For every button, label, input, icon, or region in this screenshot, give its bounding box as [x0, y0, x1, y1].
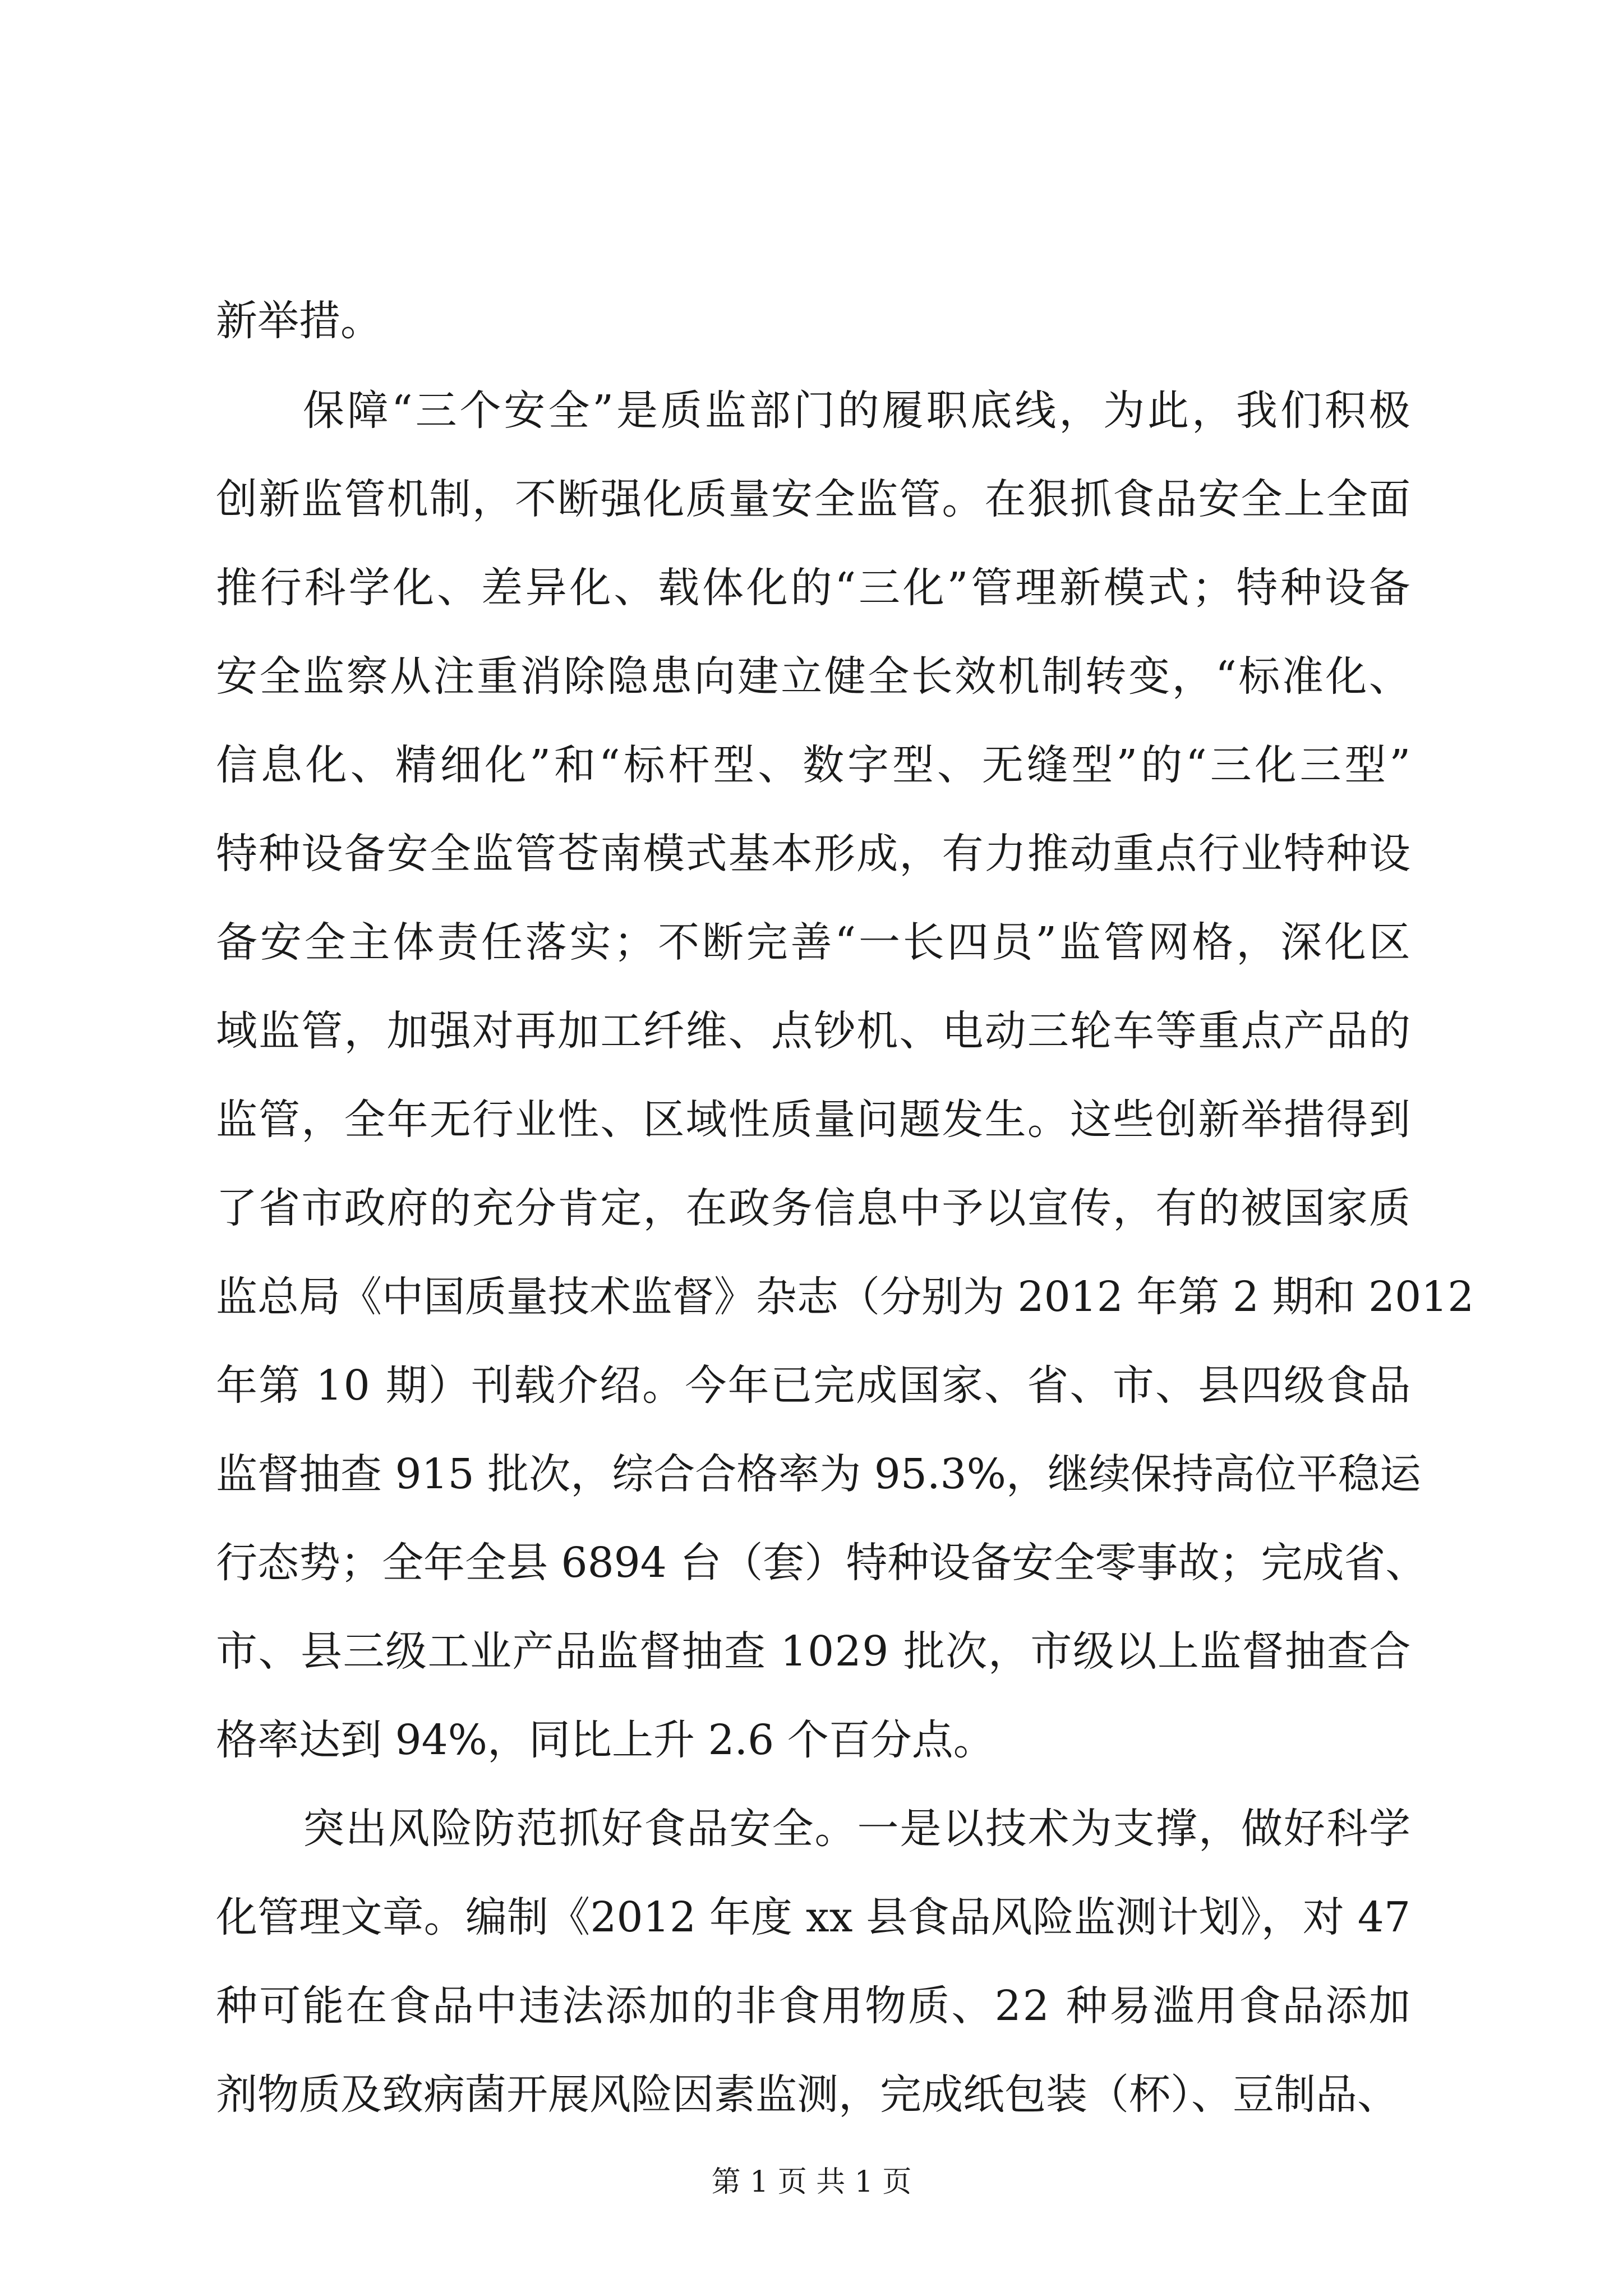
text-line-12: 监总局《中国质量技术监督》杂志（分别为 2012 年第 2 期和 2012 — [216, 1273, 1474, 1321]
text-line-20: 种可能在食品中违法添加的非食用物质、22 种易滥用食品添加 — [216, 1982, 1412, 2030]
text-line-6: 信息化、精细化”和“标杆型、数字型、无缝型”的“三化三型” — [216, 741, 1414, 789]
text-line-5: 安全监察从注重消除隐患向建立健全长效机制转变，“标准化、 — [216, 652, 1413, 701]
text-line-4: 推行科学化、差异化、载体化的“三化”管理新模式；特种设备 — [216, 564, 1413, 612]
text-line-14: 监督抽查 915 批次，综合合格率为 95.3%，继续保持高位平稳运 — [216, 1450, 1421, 1498]
text-line-10: 监管，全年无行业性、区域性质量问题发生。这些创新举措得到 — [216, 1096, 1412, 1144]
text-line-15: 行态势；全年全县 6894 台（套）特种设备安全零事故；完成省、 — [216, 1539, 1427, 1587]
text-line-17: 格率达到 94%，同比上升 2.6 个百分点。 — [216, 1716, 995, 1764]
text-line-19: 化管理文章。编制《2012 年度 xx 县食品风险监测计划》，对 47 — [216, 1893, 1411, 1941]
page-footer: 第 1 页 共 1 页 — [711, 2165, 912, 2199]
text-line-21: 剂物质及致病菌开展风险因素监测，完成纸包装（杯）、豆制品、 — [216, 2070, 1399, 2119]
text-line-13: 年第 10 期）刊载介绍。今年已完成国家、省、市、县四级食品 — [216, 1361, 1412, 1410]
text-line-18: 突出风险防范抓好食品安全。一是以技术为支撑，做好科学 — [303, 1805, 1412, 1853]
text-line-16: 市、县三级工业产品监督抽查 1029 批次，市级以上监督抽查合 — [216, 1627, 1412, 1676]
text-line-11: 了省市政府的充分肯定，在政务信息中予以宣传，有的被国家质 — [216, 1184, 1412, 1232]
text-line-7: 特种设备安全监管苍南模式基本形成，有力推动重点行业特种设 — [216, 830, 1412, 878]
text-line-2: 保障“三个安全”是质监部门的履职底线，为此，我们积极 — [303, 386, 1413, 435]
text-line-3: 创新监管机制，不断强化质量安全监管。在狠抓食品安全上全面 — [216, 475, 1412, 523]
text-line-1: 新举措。 — [216, 297, 382, 345]
text-line-9: 域监管，加强对再加工纤维、点钞机、电动三轮车等重点产品的 — [216, 1007, 1412, 1055]
text-line-8: 备安全主体责任落实；不断完善“一长四员”监管网格，深化区 — [216, 918, 1413, 967]
